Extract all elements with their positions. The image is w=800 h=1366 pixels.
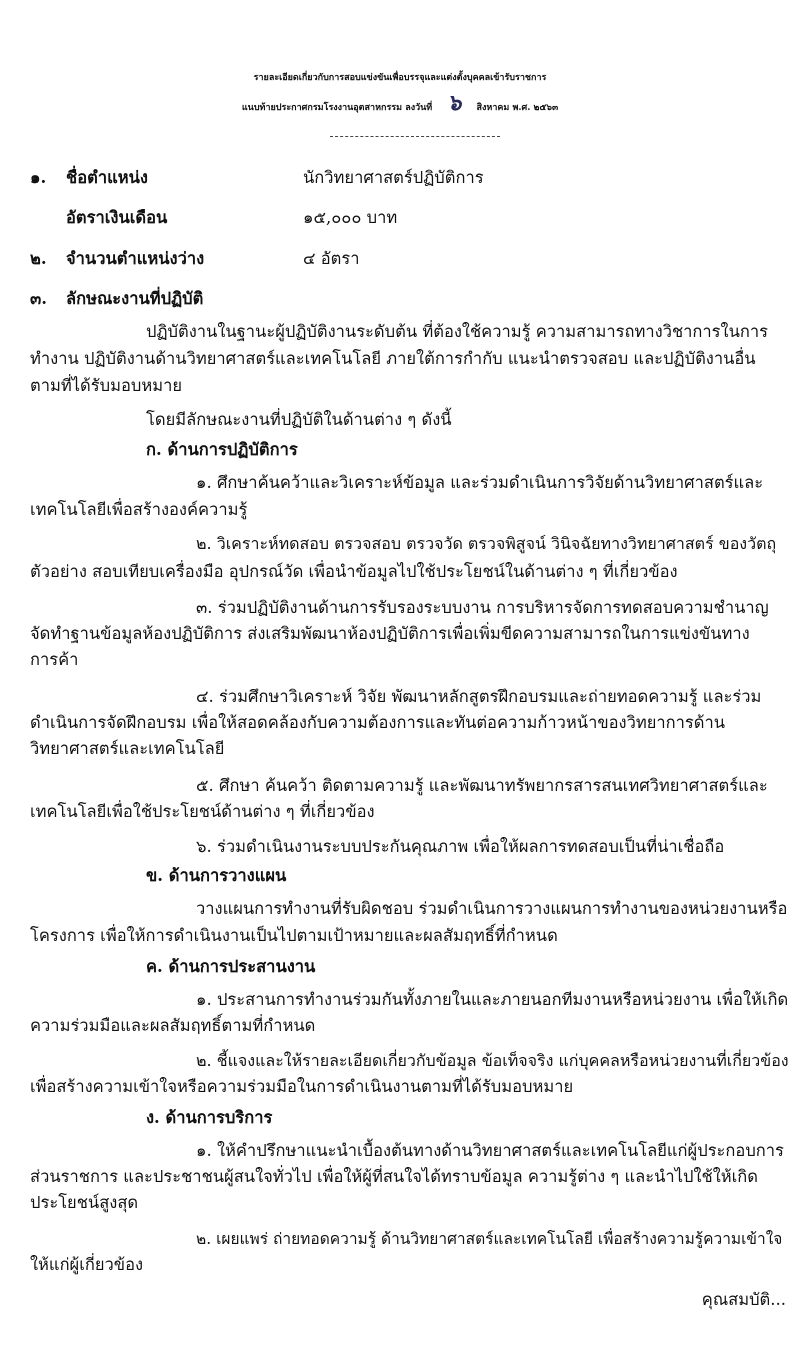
vacancy-value: ๔ อัตรา <box>303 249 360 268</box>
a3-line2: จัดทำฐานข้อมูลห้องปฏิบัติการ ส่งเสริมพัฒนาห้องปฏิบัติการเพื่อเพิ่มขีดความสามารถในการแข่งขันทาง <box>30 624 750 643</box>
a4-line2: ดำเนินการจัดฝึกอบรม เพื่อให้สอดคล้องกับความต้องการและทันต่อความก้าวหน้าของวิทยาการด้าน <box>30 713 726 732</box>
a3-line1: ๓. ร่วมปฏิบัติงานด้านการรับรองระบบงาน การบริหารจัดการทดสอบความชำนาญ <box>196 598 769 617</box>
subsection-b-title: ข. ด้านการวางแผน <box>146 866 287 885</box>
b-line2: โครงการ เพื่อให้การดำเนินงานเป็นไปตามเป้าหมายและผลสัมฤทธิ์ที่กำหนด <box>30 926 558 945</box>
c2-line1: ๒. ชี้แจงและให้รายละเอียดเกี่ยวกับข้อมูล ข้อเท็จจริง แก่บุคคลหรือหน่วยงานที่เกี่ยวข้อง <box>196 1051 789 1070</box>
a2-line2: ตัวอย่าง สอบเทียบเครื่องมือ อุปกรณ์วัด เพื่อนำข้อมูลไปใช้ประโยชน์ในด้านต่าง ๆ ที่เกี่ยวข้อง <box>30 562 678 581</box>
a5-line2: เทคโนโลยีเพื่อใช้ประโยชน์ด้านต่าง ๆ ที่เกี่ยวข้อง <box>30 802 375 821</box>
salary-label: อัตราเงินเดือน <box>66 208 168 227</box>
position-value: นักวิทยาศาสตร์ปฏิบัติการ <box>303 168 484 187</box>
a5-line1: ๕. ศึกษา ค้นคว้า ติดตามความรู้ และพัฒนาทรัพยากรสารสนเทศวิทยาศาสตร์และ <box>196 776 768 795</box>
d2-line2: ให้แก่ผู้เกี่ยวข้อง <box>30 1255 144 1274</box>
d1-line3: ประโยชน์สูงสุด <box>30 1193 139 1212</box>
a1-line2: เทคโนโลยีเพื่อสร้างองค์ความรู้ <box>30 500 248 519</box>
a4-line3: วิทยาศาสตร์และเทคโนโลยี <box>30 739 225 758</box>
header-line2-after: สิงหาคม พ.ศ. ๒๕๖๓ <box>476 103 559 113</box>
a4-line1: ๔. ร่วมศึกษาวิเคราะห์ วิจัย พัฒนาหลักสูตรฝึกอบรมและถ่ายทอดความรู้ และร่วม <box>196 687 762 706</box>
d2-line1: ๒. เผยแพร่ ถ่ายทอดความรู้ ด้านวิทยาศาสตร์และเทคโนโลยี เพื่อสร้างความรู้ความเข้าใจ <box>196 1230 783 1248</box>
b-line1: วางแผนการทำงานที่รับผิดชอบ ร่วมดำเนินการวางแผนการทำงานของหน่วยงานหรือ <box>196 899 788 918</box>
position-label: ชื่อตำแหน่ง <box>66 168 148 187</box>
d1-line1: ๑. ให้คำปรึกษาแนะนำเบื้องต้นทางด้านวิทยาศาสตร์และเทคโนโลยีแก่ผู้ประกอบการ <box>196 1141 784 1160</box>
section-1-number: ๑. <box>30 168 47 187</box>
a2-line1: ๒. วิเคราะห์ทดสอบ ตรวจสอบ ตรวจวัด ตรวจพิสูจน์ วินิจฉัยทางวิทยาศาสตร์ ของวัตถุ <box>196 534 777 553</box>
section-3-number: ๓. <box>30 289 48 308</box>
salary-value: ๑๕,๐๐๐ บาท <box>303 208 398 227</box>
a1-line1: ๑. ศึกษาค้นคว้าและวิเคราะห์ข้อมูล และร่วมดำเนินการวิจัยด้านวิทยาศาสตร์และ <box>196 473 764 492</box>
duties-label: ลักษณะงานที่ปฏิบัติ <box>66 289 204 308</box>
duties-intro-line1: ปฏิบัติงานในฐานะผู้ปฏิบัติงานระดับต้น ที่ต้องใช้ความรู้ ความสามารถทางวิชาการในการ <box>146 322 768 341</box>
section-2-number: ๒. <box>30 249 47 268</box>
header-divider <box>330 136 500 137</box>
a3-line3: การค้า <box>30 650 79 669</box>
handwritten-date-day: ๖ <box>447 91 462 116</box>
duties-intro2: โดยมีลักษณะงานที่ปฏิบัติในด้านต่าง ๆ ดังนี้ <box>146 410 452 429</box>
c1-line2: ความร่วมมือและผลสัมฤทธิ์ตามที่กำหนด <box>30 1016 316 1035</box>
header-line2-before: แนบท้ายประกาศกรมโรงงานอุตสาหกรรม ลงวันที่ <box>241 103 433 113</box>
duties-intro-line3: ตามที่ได้รับมอบหมาย <box>30 376 183 395</box>
c2-line2: เพื่อสร้างความเข้าใจหรือความร่วมมือในการดำเนินงานตามที่ได้รับมอบหมาย <box>30 1077 574 1096</box>
c1-line1: ๑. ประสานการทำงานร่วมกันทั้งภายในและภายนอกทีมงานหรือหน่วยงาน เพื่อให้เกิด <box>196 990 789 1009</box>
header-title-line2 <box>0 92 800 120</box>
header-title-line1: รายละเอียดเกี่ยวกับการสอบแข่งขันเพื่อบรรจุและแต่งตั้งบุคคลเข้ารับราชการ <box>253 73 547 83</box>
subsection-d-title: ง. ด้านการบริการ <box>146 1108 273 1127</box>
a6-line1: ๖. ร่วมดำเนินงานระบบประกันคุณภาพ เพื่อให้ผลการทดสอบเป็นที่น่าเชื่อถือ <box>196 837 725 856</box>
continued-marker: คุณสมบัติ... <box>701 1290 786 1309</box>
vacancy-label: จำนวนตำแหน่งว่าง <box>66 249 205 268</box>
d1-line2: ส่วนราชการ และประชาชนผู้สนใจทั่วไป เพื่อให้ผู้ที่สนใจได้ทราบข้อมูล ความรู้ต่าง ๆ และนำไปใช้ให้เกิด <box>30 1167 758 1186</box>
duties-intro-line2: ทำงาน ปฏิบัติงานด้านวิทยาศาสตร์และเทคโนโลยี ภายใต้การกำกับ แนะนำตรวจสอบ และปฏิบัติงานอื่น <box>30 349 756 368</box>
subsection-a-title: ก. ด้านการปฏิบัติการ <box>146 440 298 459</box>
subsection-c-title: ค. ด้านการประสานงาน <box>146 957 316 976</box>
